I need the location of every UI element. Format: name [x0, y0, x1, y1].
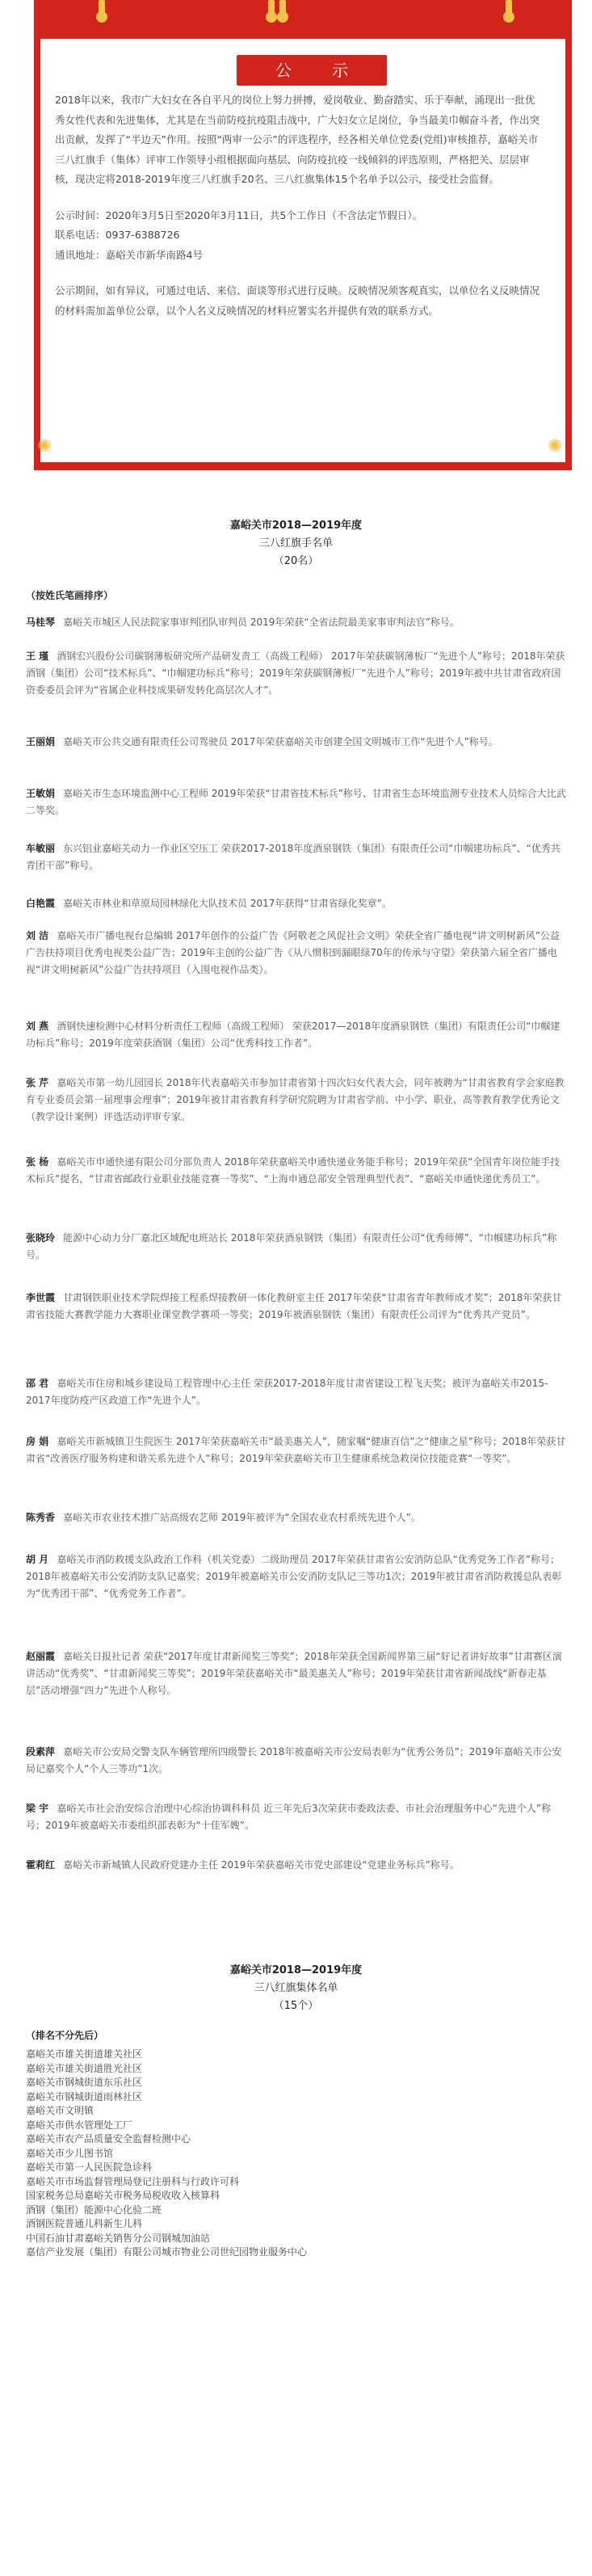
honoree-entry: 张晓玲 能源中心动力分厂嘉北区域配电班站长 2018年荣获酒泉钢铁（集团）有限责任公司“优秀师傅”、“巾帼建功标兵”称号。 — [26, 1232, 557, 1261]
honoree-entry: 段素萍 嘉峪关市公安局交警支队车辆管理所四级警长 2018年被嘉峪关市公安局表彰为“优秀公务员”；2019年嘉峪关市公安局记嘉奖个人“个人三等功”1次。 — [26, 1746, 562, 1774]
notice-contact-block — [55, 206, 543, 266]
list-item: 嘉峪关市供水管理处工厂 — [26, 2119, 133, 2131]
groups-count: （15个） — [273, 2000, 319, 2012]
list-item: 嘉峪关市第一人民医院急诊科 — [26, 2161, 153, 2173]
honorees-count: （20名） — [273, 555, 319, 567]
honoree-entry: 车敏丽 东兴铝业嘉峪关动力一作业区空压工 荣获2017-2018年度酒泉钢铁（集团）有限责任公司“巾帼建功标兵”、“优秀共青团干部”称号。 — [26, 843, 561, 871]
hanger-mid-left-decoration — [268, 0, 275, 15]
honorees-order-note: （按姓氏笔画排序） — [26, 590, 114, 601]
list-item: 国家税务总局嘉峪关市税务局税收收入核算科 — [26, 2190, 220, 2201]
notice-paragraph-objection: 公示期间，如有异议，可通过电话、来信、面谈等形式进行反映。反映情况须客观真实，以单位名义反映情况的材料需加盖单位公章，以个人名义反映情况的材料应署实名并提供有效的联系方式。 — [55, 284, 540, 317]
list-item: 酒钢（集团）能源中心化验二班 — [26, 2203, 162, 2216]
honoree-entry: 霍莉红 嘉峪关市新城镇人民政府党建办主任 2019年荣获嘉峪关市党史部建设“党建业务标兵”称号。 — [26, 1859, 460, 1871]
hanger-left-decoration — [99, 0, 105, 15]
honoree-entry: 王丽娟 嘉峪关市公共交通有限责任公司驾驶员 2017年荣获嘉峪关市创建全国文明城市工作“先进个人”称号。 — [26, 736, 498, 747]
list-item: 嘉峪关市少儿图书馆 — [26, 2147, 114, 2159]
lantern-right-icon: ✺ — [548, 436, 563, 457]
honorees-heading — [0, 517, 592, 570]
list-item: 嘉峪关市文明镇 — [26, 2105, 94, 2116]
list-item: 嘉峪关市雄关街道雄关社区 — [26, 2048, 143, 2060]
honoree-entry: 邵 君 嘉峪关市住房和城乡建设局工程管理中心主任 荣获2017-2018年度甘肃省建设工程飞天奖；被评为嘉峪关市2015-2017年度防疫产区政道工作“先进个人”。 — [26, 1378, 548, 1406]
notice-body — [55, 90, 543, 337]
honoree-entry: 王 瑾 酒钢宏兴股份公司碳钢薄板研究所产品研发责工（高级工程师） 2017年荣获碳钢薄板厂“先进个人”称号；2018年荣获酒钢（集团）公司“技术标兵”、“巾帼建功标兵”称号；2019年荣获碳钢薄板厂“先进个人”称号；2019年被中共甘肃省政府国资委委员会评为“省属企业科技成果研发转化高层次人才”。 — [26, 650, 565, 696]
honoree-entry: 王敏娟 嘉峪关市生态环境监测中心工程师 2019年荣获“甘肃省技术标兵”称号、甘肃省生态环境监测专业技术人员综合大比武二等奖。 — [26, 788, 566, 816]
list-item: 中国石油甘肃嘉峪关销售分公司钢城加油站 — [26, 2232, 211, 2244]
hanger-right-decoration — [506, 0, 512, 15]
groups-title: 嘉峪关市2018—2019年度 — [229, 1964, 363, 1976]
groups-subtitle: 三八红旗集体名单 — [254, 1982, 338, 1994]
honoree-entry: 刘 洁 嘉峪关市广播电视台总编辑 2017年创作的公益广告《阿敬老之风促社会文明》荣获全省广播电视“讲文明树新风”公益广告扶持项目优秀电视类公益广告；2019年主创的公益广告《从八惯积到漏眼绿70年的传承与守望》荣获第六届全省广播电视“讲文明树新风”公益广告扶持项目（入围电视作品类）。 — [26, 930, 560, 975]
groups-heading — [0, 1962, 592, 2015]
list-item: 嘉峪关市雄关街道胜光社区 — [26, 2062, 143, 2074]
list-item: 嘉峪关市钢城街道东乐社区 — [26, 2077, 143, 2088]
honoree-entry: 白艳霞 嘉峪关市林业和草原局园林绿化大队技术员 2017年获得“甘肃省绿化奖章”。 — [26, 898, 392, 909]
groups-list — [26, 2048, 567, 2260]
honoree-entry: 胡 月 嘉峪关市消防救援支队政治工作科（机关党委）二级助理员 2017年荣获甘肃省公安消防总队“优秀党务工作者”称号；2018年被嘉峪关市公安消防支队记嘉奖；2019年被嘉峪关市公安消防支队记三等功1次；2019年被甘肃省消防救援总队表彰为“优秀团干部”、“优秀党务工作者”。 — [26, 1554, 562, 1599]
honoree-entry: 房 娟 嘉峪关市新城镇卫生院医生 2017年荣获嘉峪关市“最美惠关人”，随家嘱“健康百信”之“健康之星”称号；2018年荣获甘肃省“改善医疗服务构建和谐关系先进个人”称号；2019年荣获嘉峪关市卫生健康系统急救岗位技能竞赛“一等奖”。 — [26, 1436, 566, 1464]
list-item: 嘉峪关市钢城街道雨林社区 — [26, 2090, 143, 2102]
honoree-entry: 张 杨 嘉峪关市申通快递有限公司分部负责人 2018年荣获嘉峪关申通快递业务能手称号；2019年荣获“全国青年岗位能手技术标兵”提名，“甘肃省邮政行业职业技能竞赛一等奖”、“上海申通总部安全管理典型代表”、“嘉峪关申通快递优秀员工”。 — [26, 1156, 561, 1185]
notice-period: 公示时间：2020年3月5日至2020年3月11日，共5个工作日（不含法定节假日）。 — [55, 208, 423, 221]
honoree-entry: 赵丽霞 嘉峪关日报社记者 荣获“2017年度甘肃新闻奖三等奖”；2018年荣获全国新闻界第三届“好记者讲好故事”甘肃赛区演讲活动“优秀奖”、“甘肃新闻奖三等奖”；2019年荣获嘉峪关市“最美惠关人”称号；2019年荣获甘肃省新闻战线“新春走基层”活动增强“四力”先进个人称号。 — [26, 1651, 562, 1696]
hanger-mid-right-decoration — [279, 0, 286, 15]
list-item: 酒钢医院普通儿科新生儿科 — [26, 2218, 143, 2229]
list-item: 嘉峪关市农产品质量安全监督检测中心 — [26, 2133, 191, 2145]
honorees-subtitle: 三八红旗手名单 — [258, 537, 333, 549]
honoree-entry: 李世霞 甘肃钢铁职业技术学院焊接工程系焊接教研一体化教研室主任 2017年荣获“甘肃省青年教师成才奖”；2018年荣获甘肃省技能大赛教学能力大赛职业课堂教学赛项一等奖；2019年被酒泉钢铁（集团）有限责任公司评为“优秀共产党员”。 — [26, 1292, 562, 1320]
honoree-entry: 陈秀香 嘉峪关市农业技术推广站高级农艺师 2019年被评为“全国农业农村系统先进个人”。 — [26, 1512, 421, 1523]
notice-title: 公 示 — [237, 55, 387, 86]
honoree-entry: 梁 宇 嘉峪关市社会治安综合治理中心综治协调科科员 近三年先后3次荣获市委政法委、市社会治理服务中心“先进个人”称号；2019年被嘉峪关市委组织部表彰为“十佳军嫂”。 — [26, 1803, 552, 1831]
honoree-entry: 刘 燕 酒钢快速检测中心材料分析责任工程师（高级工程师） 荣获2017—2018年度酒泉钢铁（集团）有限责任公司“巾帼建功标兵”称号；2019年度荣获酒钢（集团）公司“优秀科技工作者”。 — [26, 1021, 561, 1049]
notice-card — [34, 0, 572, 470]
honorees-title: 嘉峪关市2018—2019年度 — [229, 520, 363, 532]
list-item: 嘉峪关市市场监督管理局登记注册科与行政许可科 — [26, 2175, 240, 2187]
notice-paragraph-intro: 2018年以来，我市广大妇女在各自平凡的岗位上努力拼搏，爱岗敬业、勤奋踏实、乐于奉献，涌现出一批优秀女性代表和先进集体，尤其是在当前防疫抗疫阻击战中，广大妇女立足岗位，争当最美巾帼奋斗者，作出突出贡献，发挥了“半边天”作用。按照“两审一公示”的评选程序，经各相关单位党委(党组)审核推荐，嘉峪关市三八红旗手（集体）评审工作领导小组根据面向基层、向防疫抗疫一线倾斜的评选原则，严格把关、层层审核，现决定将2018-2019年度三八红旗手20名、三八红旗集体15个名单予以公示，接受社会监督。 — [55, 94, 540, 185]
groups-order-note: （排名不分先后） — [26, 2030, 104, 2041]
notice-phone: 联系电话：0937-6388726 — [55, 229, 180, 241]
honoree-entry: 马桂琴 嘉峪关市城区人民法院家事审判团队审判员 2019年荣获“全省法院最美家事审判法官”称号。 — [26, 617, 460, 628]
list-item: 嘉信产业发展（集团）有限公司城市物业公司世纪园物业服务中心 — [26, 2246, 308, 2258]
lantern-left-icon: ✺ — [37, 436, 52, 457]
honoree-entry: 张 芹 嘉峪关市第一幼儿园园长 2018年代表嘉峪关市参加甘肃省第十四次妇女代表大会，同年被聘为“甘肃省教育学会家庭教育专业委员会第一届理事会理事”；2019年被甘肃省教育科学研究院聘为甘肃省学前、中小学、职业、高等教育教学优秀论文（教学设计案例）评选活动评审专家。 — [26, 1077, 565, 1122]
notice-address: 通讯地址：嘉峪关市新华南路4号 — [55, 248, 203, 261]
